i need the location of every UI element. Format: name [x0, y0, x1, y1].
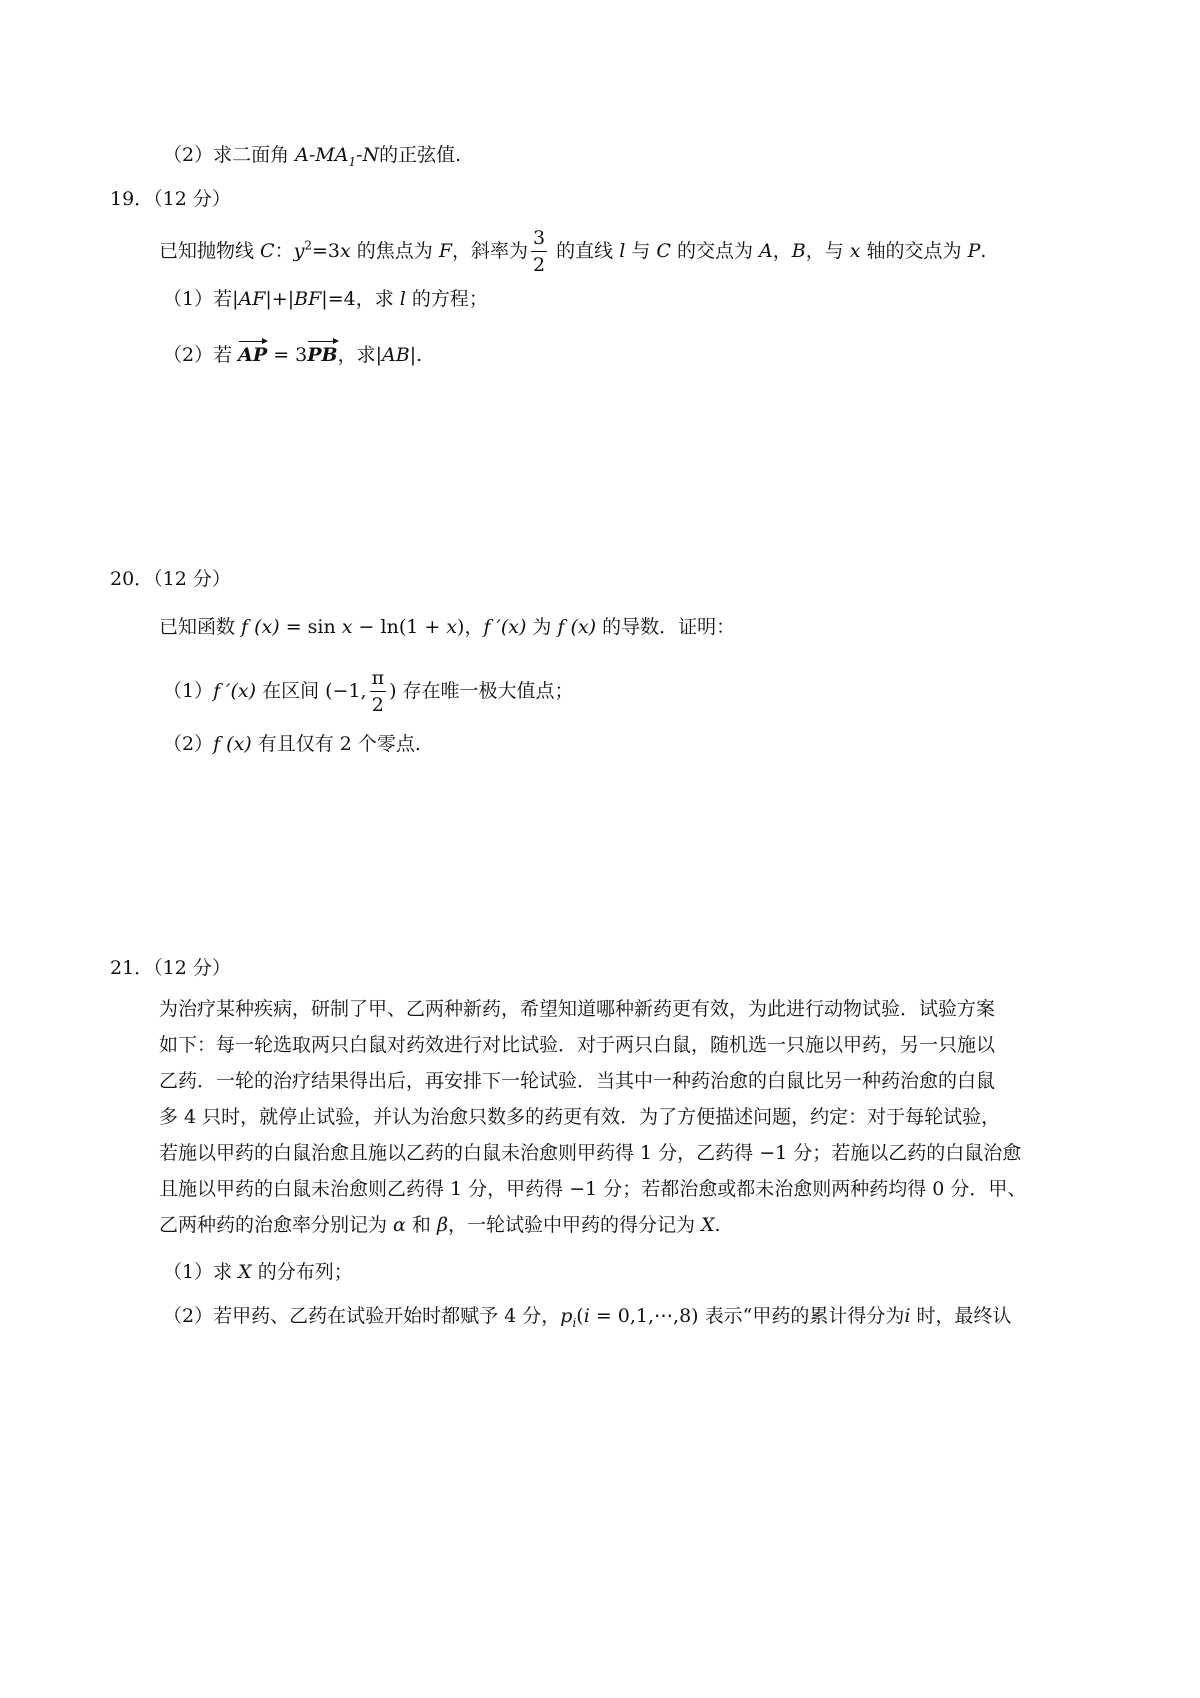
q19-part1: （1）若|AF|+|BF|=4，求 l 的方程； — [163, 288, 488, 310]
q21-heading: 21．（12 分） — [110, 957, 231, 979]
pi-over-two-fraction: $\frac{\pi}{2}$ — [371, 667, 385, 716]
q20-part2-label: （2） — [163, 733, 214, 755]
q21-part1-label: （1） — [163, 1261, 214, 1283]
q20-heading: 20．（12 分） — [110, 568, 231, 590]
q21-stem-line-7: 乙两种药的治愈率分别记为 α 和 β，一轮试验中甲药的得分记为 X. — [159, 1214, 721, 1236]
q21-part2-label: （2） — [163, 1305, 214, 1327]
slope-fraction: $\frac{3}{2}$ — [533, 227, 546, 276]
vector-ap: AP — [238, 340, 267, 365]
q21-stem-line-2: 如下：每一轮选取两只白鼠对药效进行对比试验．对于两只白鼠，随机选一只施以甲药，另一只施以 — [159, 1034, 996, 1056]
q19-part2: （2）若 AP = 3PB，求|AB|. — [163, 340, 422, 365]
q21-stem-line-5: 若施以甲药的白鼠治愈且施以乙药的白鼠未治愈则甲药得 1 分，乙药得 −1 分；若施以乙药的白鼠治愈 — [159, 1142, 1022, 1164]
q19-stem: 已知抛物线 C：$y^2=3x$ 的焦点为 F，斜率为 $\frac{3}{2}$ 的直线 l 与 C 的交点为 A，B，与 x 轴的交点为 P. — [159, 227, 987, 276]
q19-heading: 19．（12 分） — [110, 188, 231, 210]
q20-part1: （1）f ′(x) 在区间 (−1, $\frac{\pi}{2}$ ) 存在唯一极大值点； — [163, 667, 574, 716]
q18-part2: （2）求二面角 $A-MA_1-N$的正弦值. — [163, 144, 462, 169]
vector-pb: PB — [307, 340, 337, 365]
q19-part2-label: （2） — [163, 344, 214, 366]
q21-stem-line-6: 且施以甲药的白鼠未治愈则乙药得 1 分，甲药得 −1 分；若都治愈或都未治愈则两种药均得 0 分．甲、 — [159, 1178, 1027, 1200]
q21-part1: （1）求 X 的分布列； — [163, 1261, 353, 1283]
q20-part2: （2）f (x) 有且仅有 2 个零点. — [163, 733, 421, 755]
q18-part2-label: （2） — [163, 144, 214, 166]
q21-part2: （2）若甲药、乙药在试验开始时都赋予 4 分，$p_i(i$ = 0,1,⋯,8) 表示“甲药的累计得分为i 时，最终认 — [163, 1305, 1012, 1330]
q20-stem: 已知函数 f (x) = sin x − ln(1 + x)，f ′(x) 为 f (x) 的导数．证明： — [159, 616, 736, 638]
q21-stem-line-4: 多 4 只时，就停止试验，并认为治愈只数多的药更有效．为了方便描述问题，约定：对于每轮试验， — [159, 1106, 1001, 1128]
q21-stem-line-1: 为治疗某种疾病，研制了甲、乙两种新药，希望知道哪种新药更有效，为此进行动物试验．试验方案 — [159, 998, 996, 1020]
q20-part1-label: （1） — [163, 679, 214, 702]
q19-part1-label: （1） — [163, 288, 214, 310]
q21-stem-line-3: 乙药．一轮的治疗结果得出后，再安排下一轮试验．当其中一种药治愈的白鼠比另一种药治愈的白鼠 — [159, 1070, 996, 1092]
